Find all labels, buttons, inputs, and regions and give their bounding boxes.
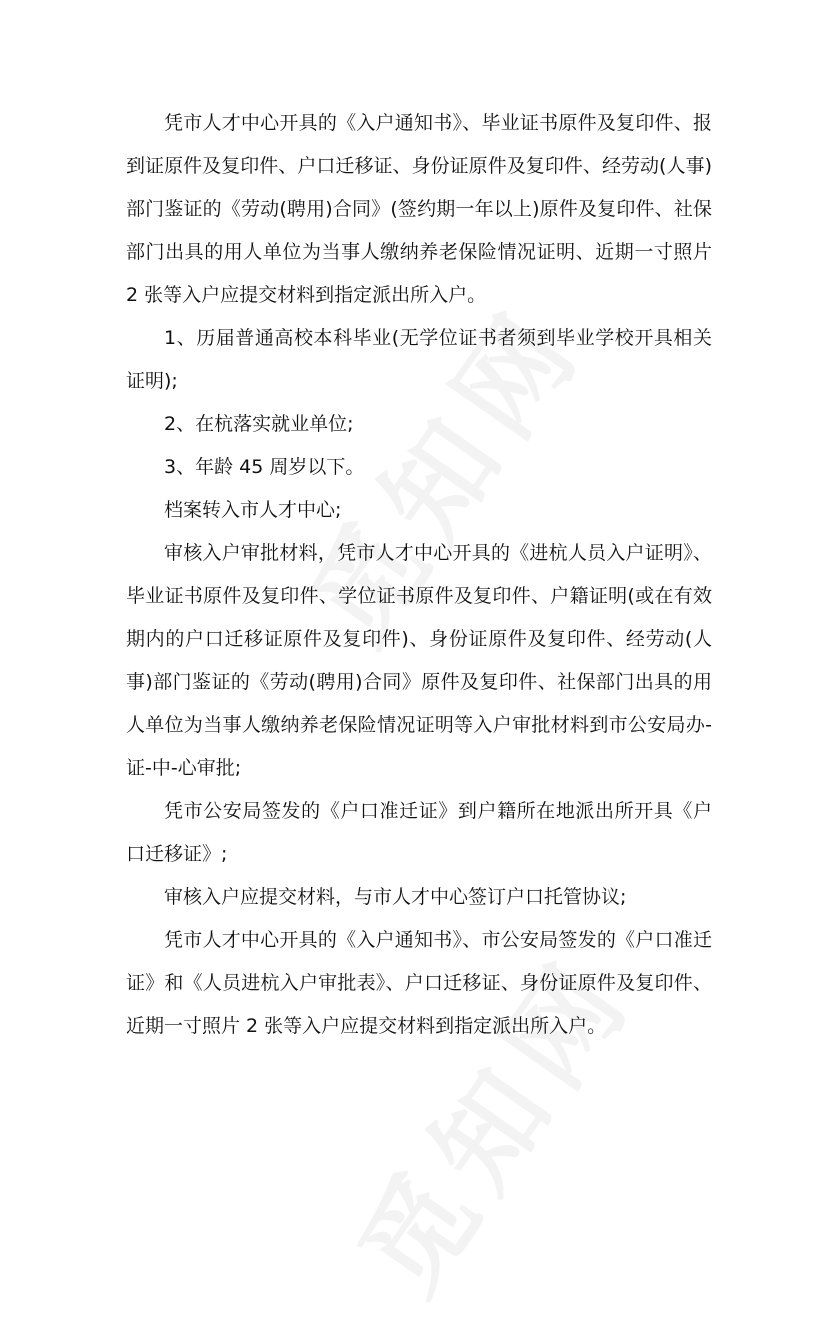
document-body <box>126 102 712 1048</box>
paragraph-3: 2、在杭落实就业单位; <box>164 413 354 435</box>
paragraph-1: 凭市人才中心开具的《入户通知书》、毕业证书原件及复印件、报到证原件及复印件、户口迁移证、身份证原件及复印件、经劳动(人事)部门鉴证的《劳动(聘用)合同》(签约期一年以上)原件及复印件、社保部门出具的用人单位为当事人缴纳养老保险情况证明、近期一寸照片 2 张等入户应提交材料到指定派出所入户。 <box>126 112 712 306</box>
paragraph-9: 凭市人才中心开具的《入户通知书》、市公安局签发的《户口准迁证》和《人员进杭入户审批表》、户口迁移证、身份证原件及复印件、近期一寸照片 2 张等入户应提交材料到指定派出所入户。 <box>126 929 712 1037</box>
paragraph-6: 审核入户审批材料，凭市人才中心开具的《进杭人员入户证明》、毕业证书原件及复印件、学位证书原件及复印件、户籍证明(或在有效期内的户口迁移证原件及复印件)、身份证原件及复印件、经劳动(人事)部门鉴证的《劳动(聘用)合同》原件及复印件、社保部门出具的用人单位为当事人缴纳养老保险情况证明等入户审批材料到市公安局办-证-中-心审批; <box>126 542 712 779</box>
paragraph-7: 凭市公安局签发的《户口准迁证》到户籍所在地派出所开具《户口迁移证》; <box>126 800 712 865</box>
paragraph-8: 审核入户应提交材料，与市人才中心签订户口托管协议; <box>164 886 627 908</box>
paragraph-5: 档案转入市人才中心; <box>164 499 342 521</box>
paragraph-4: 3、年龄 45 周岁以下。 <box>164 456 365 478</box>
paragraph-2: 1、历届普通高校本科毕业(无学位证书者须到毕业学校开具相关证明); <box>126 327 712 392</box>
